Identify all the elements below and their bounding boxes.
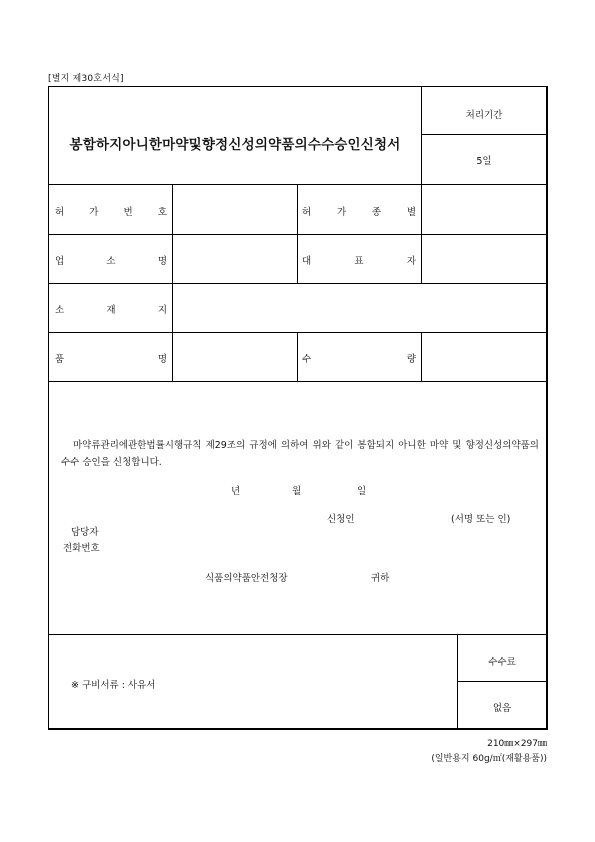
paper-type-note: (일반용지 60g/㎡(재활용품)) <box>431 754 547 764</box>
declaration-text: 마약류관리에관한법률시행규칙 제29조의 규정에 의하여 위와 같이 봉함되지 아니한 마약 및 향정신성의약품의 수수 승인을 신청합니다. <box>61 440 539 468</box>
form-number-label: [별지 제30호서식] <box>48 74 124 84</box>
permit-type-label: 허 가 종 별 <box>302 207 416 218</box>
fee-label: 수수료 <box>488 657 516 668</box>
location-label: 소 재 지 <box>55 305 167 316</box>
addressee-suffix: 귀하 <box>371 573 390 584</box>
processing-period-value: 5일 <box>476 156 492 167</box>
date-year: 년 <box>231 486 241 497</box>
date-day: 일 <box>357 486 367 497</box>
permit-number-label: 허 가 번 호 <box>55 207 167 218</box>
fee-value: 없음 <box>492 703 512 714</box>
business-name-label: 업 소 명 <box>55 256 167 267</box>
officer-label: 담당자 <box>71 527 99 538</box>
application-form <box>48 86 548 730</box>
applicant-label: 신청인 <box>327 514 355 525</box>
signature-note: (서명 또는 인) <box>451 514 511 525</box>
addressee-authority: 식품의약품안전청장 <box>205 573 288 584</box>
item-name-label: 품 명 <box>55 354 167 365</box>
date-month: 월 <box>292 486 302 497</box>
paper-size-note: 210㎜×297㎜ <box>487 739 547 749</box>
processing-period-label: 처리기간 <box>465 110 503 121</box>
required-documents: ※ 구비서류 : 사유서 <box>71 680 156 691</box>
quantity-label: 수 량 <box>302 354 416 365</box>
form-title: 봉함하지아니한마약및향정신성의약품의수수승인신청서 <box>69 137 401 153</box>
representative-label: 대 표 자 <box>302 256 416 267</box>
phone-label: 전화번호 <box>63 543 100 554</box>
